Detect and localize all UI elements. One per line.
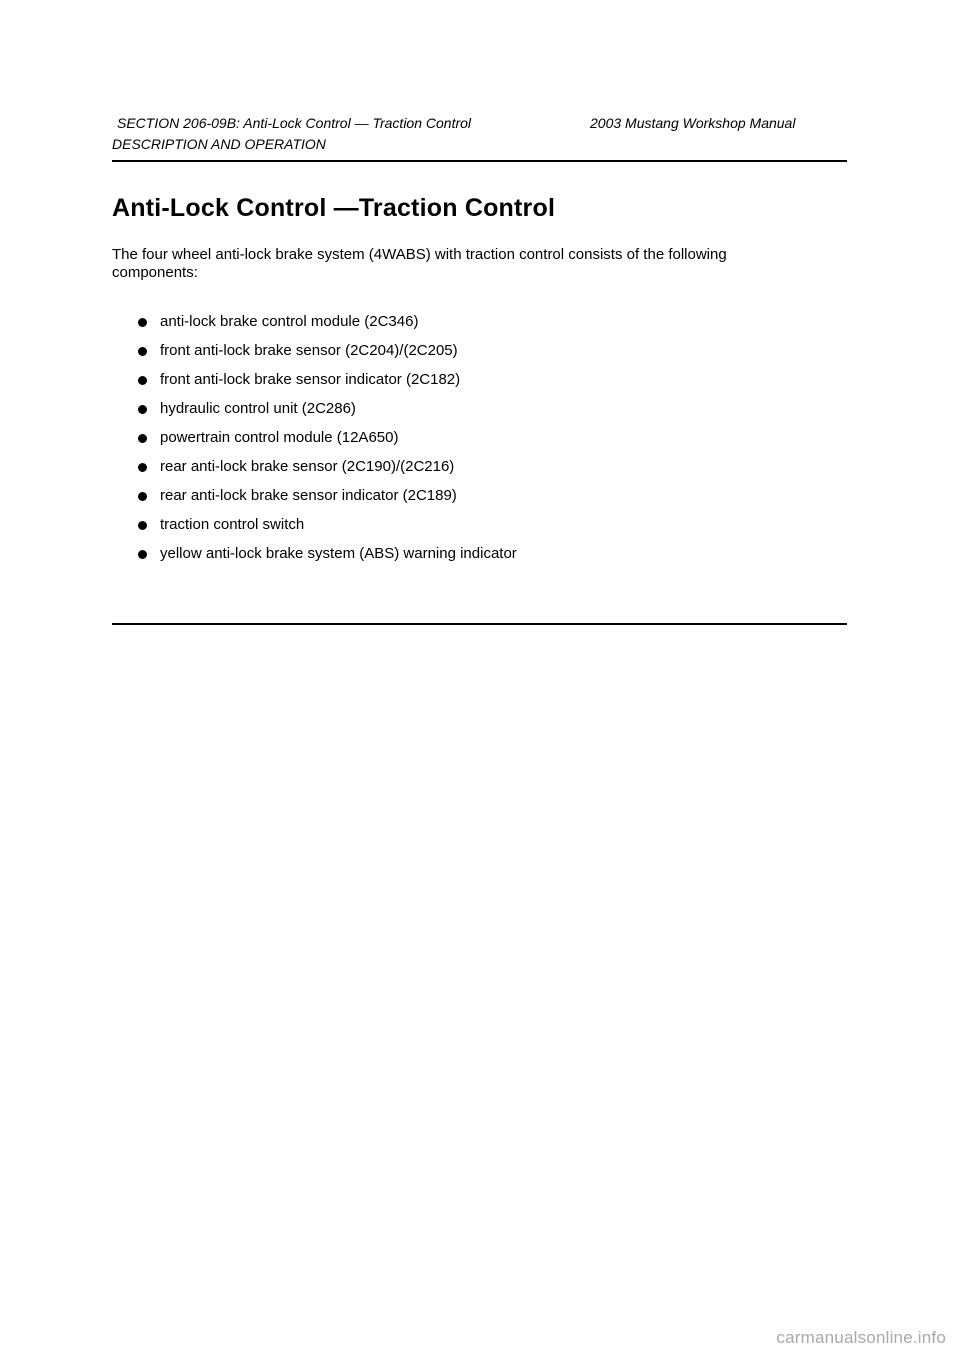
component-list (138, 312, 517, 573)
footer-divider (112, 623, 847, 625)
bullet-icon (138, 550, 147, 559)
bullet-icon (138, 376, 147, 385)
list-item (138, 486, 517, 515)
header-divider (112, 160, 847, 162)
header-document-type: DESCRIPTION AND OPERATION (112, 136, 326, 152)
bullet-icon (138, 463, 147, 472)
list-item (138, 457, 517, 486)
header-manual-title: 2003 Mustang Workshop Manual (590, 115, 796, 131)
header-section-title: SECTION 206-09B: Anti-Lock Control — Traction Control (117, 115, 472, 131)
list-item (138, 428, 517, 457)
list-item (138, 341, 517, 370)
list-item-text: yellow anti-lock brake system (ABS) warning indicator (160, 545, 517, 562)
list-item-text: powertrain control module (12A650) (160, 429, 399, 446)
list-item-text: rear anti-lock brake sensor (2C190)/(2C216) (160, 458, 455, 475)
watermark: carmanualsonline.info (776, 1328, 946, 1347)
list-item-text: front anti-lock brake sensor (2C204)/(2C205) (160, 342, 458, 359)
list-item-text: traction control switch (160, 516, 305, 533)
list-item (138, 399, 517, 428)
bullet-icon (138, 492, 147, 501)
bullet-icon (138, 318, 147, 327)
list-item-text: anti-lock brake control module (2C346) (160, 313, 419, 330)
list-item (138, 312, 517, 341)
bullet-icon (138, 405, 147, 414)
page-title: Anti-Lock Control —Traction Control (112, 194, 556, 222)
list-item-text: hydraulic control unit (2C286) (160, 400, 356, 417)
bullet-icon (138, 347, 147, 356)
list-item (138, 370, 517, 399)
list-item-text: rear anti-lock brake sensor indicator (2C189) (160, 487, 457, 504)
bullet-icon (138, 434, 147, 443)
list-item-text: front anti-lock brake sensor indicator (2C182) (160, 371, 461, 388)
intro-paragraph: The four wheel anti-lock brake system (4WABS) with traction control consists of the following components: (112, 246, 727, 281)
list-item (138, 515, 517, 544)
list-item (138, 544, 517, 573)
bullet-icon (138, 521, 147, 530)
